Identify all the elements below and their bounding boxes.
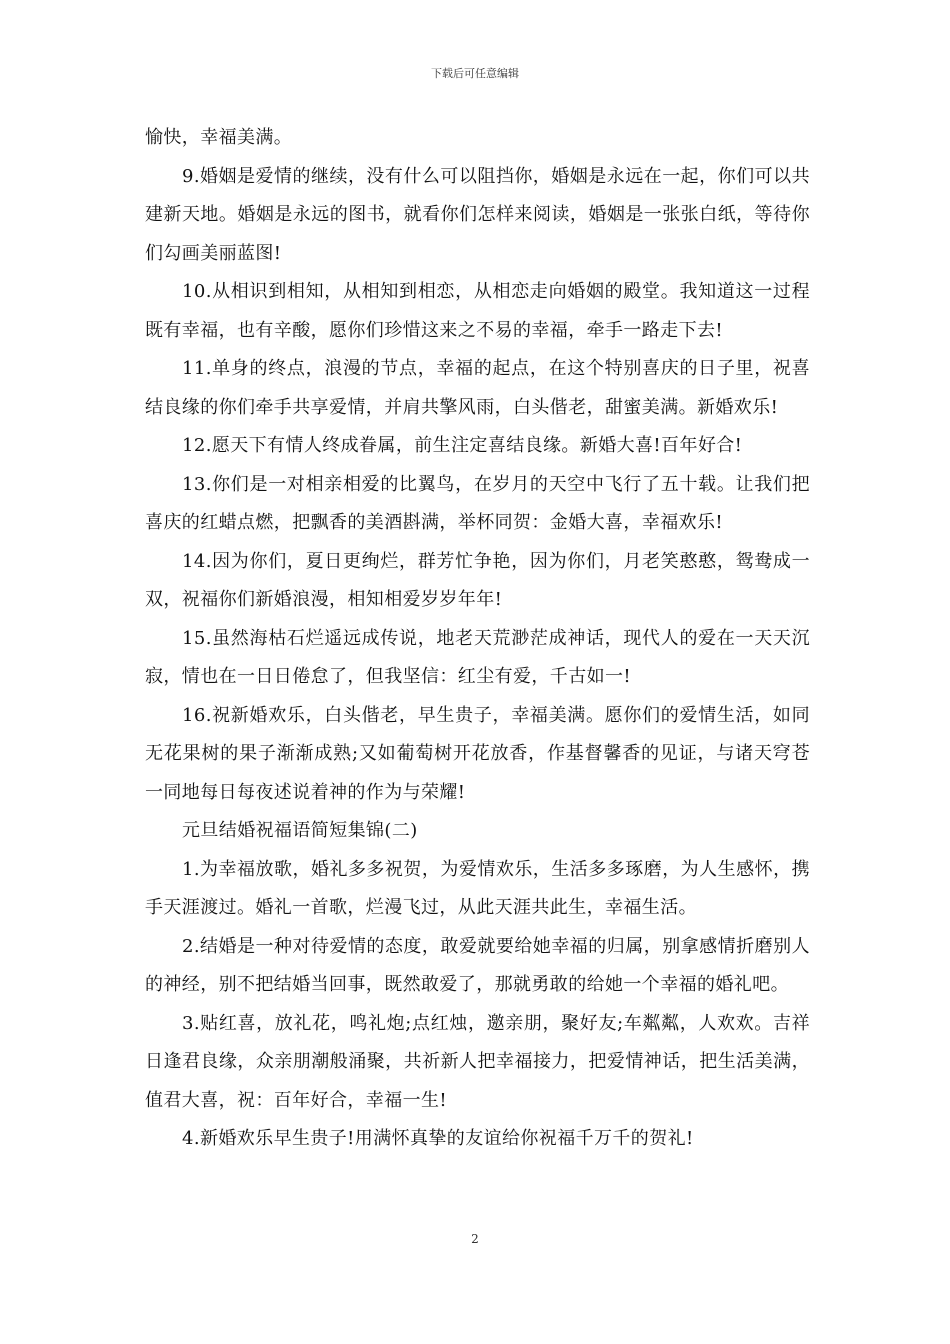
paragraph-continuation: 愉快，幸福美满。 [145, 127, 293, 148]
paragraph-item-10: 10.从相识到相知，从相知到相恋，从相恋走向婚姻的殿堂。我知道这一过程既有幸福，也有辛酸，愿你们珍惜这来之不易的幸福，牵手一路走下去! [145, 281, 810, 341]
paragraph-item-11: 11.单身的终点，浪漫的节点，幸福的起点，在这个特别喜庆的日子里，祝喜结良缘的你们牵手共享爱情，并肩共擎风雨，白头偕老，甜蜜美满。新婚欢乐! [145, 358, 810, 418]
paragraph-item-9: 9.婚姻是爱情的继续，没有什么可以阻挡你，婚姻是永远在一起，你们可以共建新天地。婚姻是永远的图书，就看你们怎样来阅读，婚姻是一张张白纸，等待你们勾画美丽蓝图! [145, 165, 810, 264]
paragraph-item-4: 4.新婚欢乐早生贵子!用满怀真挚的友谊给你祝福千万千的贺礼! [182, 1128, 694, 1149]
paragraph-item-3: 3.贴红喜，放礼花，鸣礼炮;点红烛，邀亲朋，聚好友;车粼粼，人欢欢。吉祥日逢君良缘，众亲朋潮般涌聚，共祈新人把幸福接力，把爱情神话，把生活美满，值君大喜，祝：百年好合，幸福一生! [145, 1012, 810, 1111]
paragraph-item-12: 12.愿天下有情人终成眷属，前生注定喜结良缘。新婚大喜!百年好合! [182, 435, 743, 456]
page-header: 下载后可任意编辑 [431, 67, 519, 80]
paragraph-item-13: 13.你们是一对相亲相爱的比翼鸟，在岁月的天空中飞行了五十载。让我们把喜庆的红蜡点燃，把飘香的美酒斟满，举杯同贺：金婚大喜，幸福欢乐! [145, 473, 810, 533]
paragraph-item-14: 14.因为你们，夏日更绚烂，群芳忙争艳，因为你们，月老笑憨憨，鸳鸯成一双，祝福你们新婚浪漫，相知相爱岁岁年年! [145, 550, 810, 610]
section-heading: 元旦结婚祝福语简短集锦(二) [182, 820, 418, 841]
paragraph-item-2: 2.结婚是一种对待爱情的态度，敢爱就要给她幸福的归属，别拿感情折磨别人的神经，别不把结婚当回事，既然敢爱了，那就勇敢的给她一个幸福的婚礼吧。 [145, 935, 810, 995]
paragraph-item-16: 16.祝新婚欢乐，白头偕老，早生贵子，幸福美满。愿你们的爱情生活，如同无花果树的果子渐渐成熟;又如葡萄树开花放香，作基督馨香的见证，与诸天穹苍一同地每日每夜述说着神的作为与荣耀! [145, 704, 810, 803]
paragraph-item-15: 15.虽然海枯石烂遥远成传说，地老天荒渺茫成神话，现代人的爱在一天天沉寂，情也在一日日倦怠了，但我坚信：红尘有爱，千古如一! [145, 627, 810, 687]
page-number: 2 [471, 1232, 479, 1246]
document-body [145, 119, 810, 1159]
paragraph-item-1: 1.为幸福放歌，婚礼多多祝贺，为爱情欢乐，生活多多琢磨，为人生感怀，携手天涯渡过。婚礼一首歌，烂漫飞过，从此天涯共此生，幸福生活。 [145, 858, 810, 918]
